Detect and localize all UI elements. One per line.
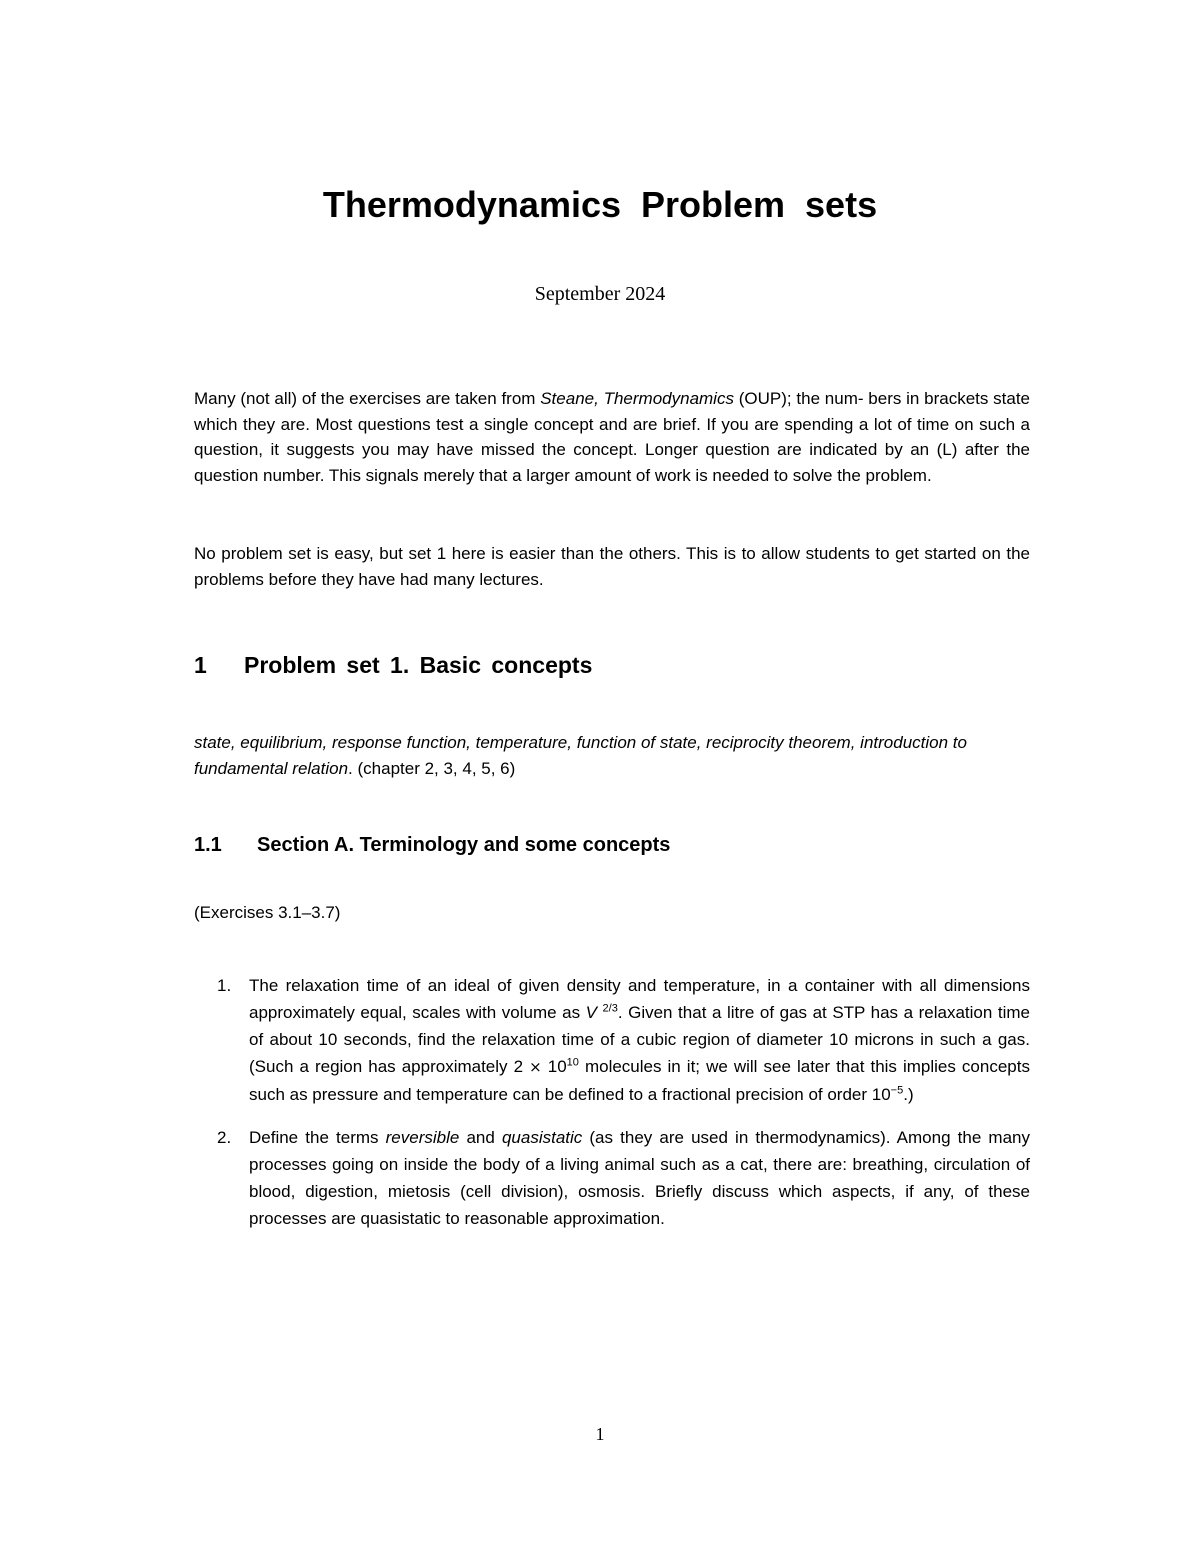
term-quasistatic: quasistatic bbox=[501, 1128, 583, 1147]
precision-exponent: −5 bbox=[890, 1084, 904, 1097]
problem-number: 1. bbox=[217, 976, 232, 995]
exercise-range: (Exercises 3.1–3.7) bbox=[194, 903, 341, 922]
source-citation: Steane, Thermodynamics bbox=[540, 389, 734, 408]
list-item bbox=[194, 972, 1030, 1108]
problem-list bbox=[194, 972, 1030, 1232]
molecule-base: 10 bbox=[547, 1057, 567, 1076]
intro-paragraph-1 bbox=[194, 386, 1030, 488]
section-heading bbox=[194, 652, 592, 679]
problem-text: Define the terms bbox=[249, 1128, 386, 1147]
section-number: 1 bbox=[194, 652, 207, 678]
molecule-coefficient: 2 bbox=[513, 1057, 524, 1076]
times-symbol: × bbox=[529, 1058, 542, 1076]
intro-text-a: Many (not all) of the exercises are taken from bbox=[194, 389, 541, 408]
volume-variable: V bbox=[585, 1003, 597, 1022]
subsection-heading bbox=[194, 834, 670, 857]
problem-text: The relaxation time of an ideal of given density and temperature, in a container with all dimensions approximately equal, scales with volume as bbox=[249, 976, 1030, 1022]
problem-text: . Given that a litre of gas at STP has a relaxation time of about 10 seconds, find the relaxation time of a cubic region of diameter 10 microns in such a gas. (Such a region has approximately bbox=[249, 1003, 1030, 1076]
chapter-reference: . (chapter 2, 3, 4, 5, 6) bbox=[348, 758, 516, 778]
document-date: September 2024 bbox=[534, 283, 666, 305]
intro-text-b: (OUP); the num- bers in brackets state which they are. Most questions test a single concept and are brief. If you are spending a lot of time on such a question, it suggests you may have missed the concept. Longer question are indicated by an (L) after the question number. This signals merely that a larger amount of work is needed to solve the problem. bbox=[194, 389, 1030, 485]
keyword-list: state, equilibrium, response function, temperature, function of state, reciprocity theorem, introduction to fundamental relation bbox=[194, 733, 967, 778]
list-item bbox=[194, 1124, 1030, 1232]
subsection-number: 1.1 bbox=[194, 834, 222, 856]
molecule-exponent: 10 bbox=[566, 1056, 579, 1069]
precision-base: 10 bbox=[871, 1085, 891, 1104]
volume-exponent: 2/3 bbox=[602, 1002, 618, 1015]
document-title: Thermodynamics Problem sets bbox=[322, 184, 878, 225]
section-keywords bbox=[194, 730, 1030, 781]
page-number: 1 bbox=[595, 1424, 605, 1444]
section-title: Problem set 1. Basic concepts bbox=[244, 652, 593, 678]
problem-number: 2. bbox=[217, 1128, 232, 1147]
problem-text: (as they are used in thermodynamics). Among the many processes going on inside the body of a living animal such as a cat, there are: breathing, circulation of blood, digestion, mietosis (cell division), osmosis. Briefly discuss which aspects, if any, of these processes are quasistatic to reasonable approximation. bbox=[249, 1128, 1030, 1228]
problem-text: and bbox=[459, 1128, 502, 1147]
problem-text: molecules in it; we will see later that this implies concepts such as pressure and temperature can be defined to a fractional precision of order bbox=[249, 1057, 1030, 1104]
intro-paragraph-2: No problem set is easy, but set 1 here is easier than the others. This is to allow students to get started on the problems before they have had many lectures. bbox=[194, 544, 1030, 589]
term-reversible: reversible bbox=[385, 1128, 460, 1147]
problem-text: .) bbox=[903, 1085, 914, 1104]
subsection-title: Section A. Terminology and some concepts bbox=[257, 834, 671, 856]
